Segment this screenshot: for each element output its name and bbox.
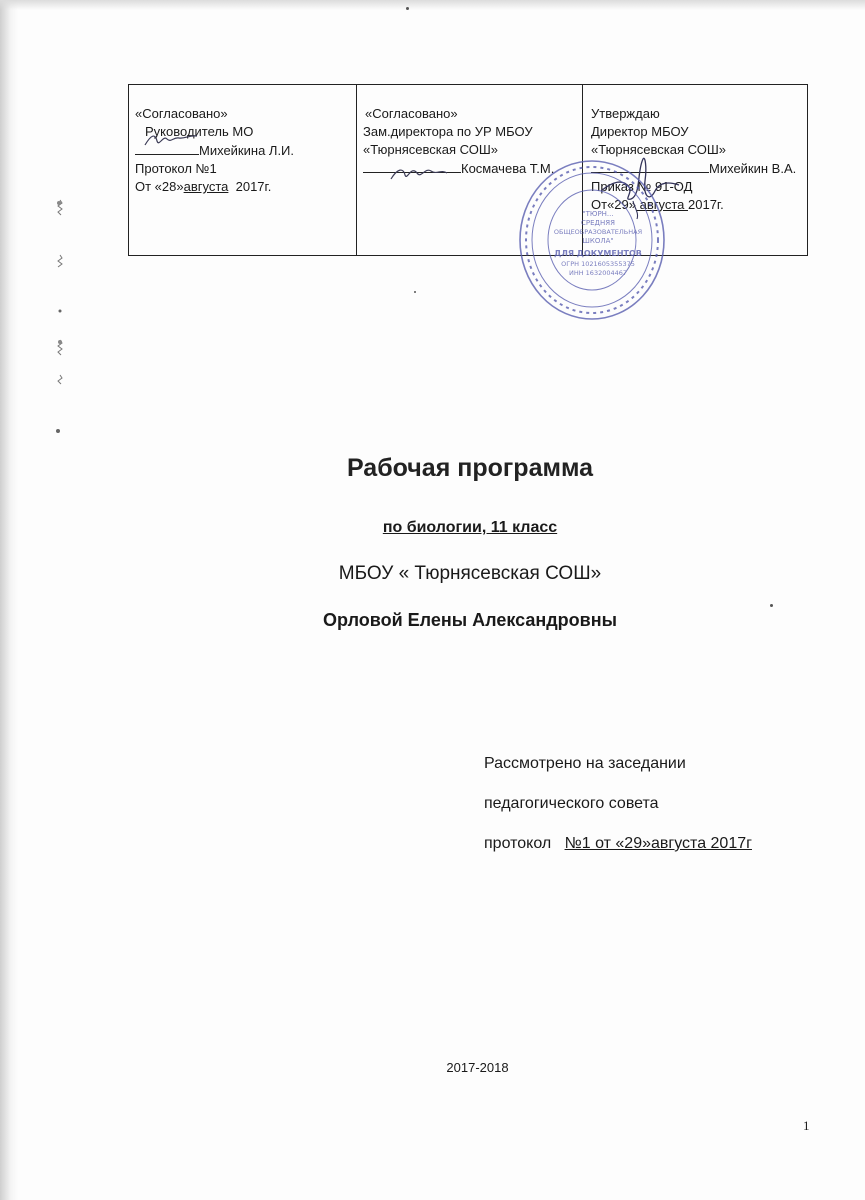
- scan-speck: [414, 291, 416, 293]
- approval-cell-mo: [129, 85, 357, 255]
- page-number: 1: [803, 1118, 810, 1133]
- council-protocol: [484, 824, 752, 864]
- scan-top-shadow: [0, 0, 865, 10]
- approval-signer-name: Михейкин В.А.: [709, 161, 797, 176]
- approval-protocol: Протокол №1: [135, 161, 217, 176]
- stamp-text-line: ДЛЯ ДОКУМЕНТОВ: [554, 249, 642, 258]
- approval-date: [591, 196, 803, 214]
- approval-date-year: 2017г.: [228, 179, 272, 194]
- signature-underline: [591, 159, 709, 173]
- approval-role-line: «Тюрнясевская СОШ»: [363, 142, 499, 157]
- stamp-text-line: "ТЮРН...: [582, 210, 614, 218]
- scan-edge-shadow: [0, 0, 18, 1200]
- stamp-text-line: СРЕДНЯЯ: [581, 219, 615, 227]
- approval-signature-line: [135, 141, 352, 160]
- stamp-text-line: ОГРН 1021605355375: [561, 260, 635, 268]
- approval-order: Приказ № 91-ОД: [591, 179, 693, 194]
- document-subject: по биологии, 11 класс: [382, 519, 558, 536]
- scan-speck: [770, 604, 773, 607]
- approval-date-month: августа: [636, 197, 688, 212]
- stamp-text-line: ОБЩЕОБРАЗОВАТЕЛЬНАЯ: [553, 228, 643, 236]
- approval-date-day: От«29»: [591, 197, 636, 212]
- approval-heading: «Согласовано»: [365, 106, 458, 121]
- scan-speck: [406, 7, 409, 10]
- approval-signature-line: [591, 159, 803, 178]
- stamp-text-line: ИНН 1632004467: [568, 269, 628, 277]
- signature-underline: [363, 159, 461, 173]
- approval-cell-deputy: [357, 85, 583, 255]
- approval-heading: Утверждаю: [591, 106, 660, 121]
- teacher-name: Орловой Елены Александровны: [323, 610, 617, 630]
- approval-signer-name: Михейкина Л.И.: [199, 143, 295, 158]
- stamp-text-line: ШКОЛА": [582, 237, 614, 245]
- council-line: педагогического совета: [484, 795, 659, 812]
- approval-signature-line: [363, 159, 578, 178]
- approval-date: [135, 178, 352, 196]
- approval-table: [128, 84, 808, 256]
- approval-heading: «Согласовано»: [135, 106, 228, 121]
- approval-role-line: «Тюрнясевская СОШ»: [591, 142, 727, 157]
- approval-role-line: Директор МБОУ: [591, 124, 689, 139]
- council-approval-block: [484, 744, 752, 864]
- binding-marks: [48, 195, 72, 435]
- approval-role: Руководитель МО: [145, 124, 254, 139]
- council-protocol-number: №1 от «29»августа 2017г: [564, 835, 752, 852]
- approval-date-month: августа: [183, 179, 229, 194]
- document-title: Рабочая программа: [346, 454, 594, 482]
- school-name: МБОУ « Тюрнясевская СОШ»: [338, 563, 602, 584]
- approval-cell-director: [583, 85, 807, 255]
- approval-date-day: От «28»: [135, 179, 184, 194]
- council-protocol-label: протокол: [484, 835, 565, 852]
- signature-underline: [135, 141, 199, 155]
- council-line: Рассмотрено на заседании: [484, 755, 686, 772]
- approval-signer-name: Космачева Т.М.: [461, 161, 555, 176]
- approval-date-year: 2017г.: [688, 197, 724, 212]
- approval-role-line: Зам.директора по УР МБОУ: [363, 124, 533, 139]
- academic-years: 2017-2018: [446, 1060, 509, 1075]
